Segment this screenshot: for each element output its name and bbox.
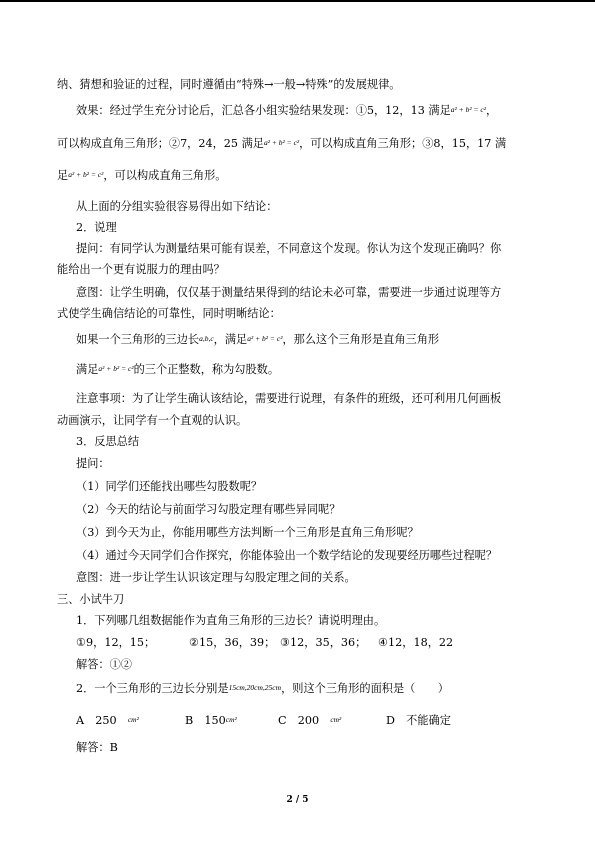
note-line-1: 注意事项：为了让学生确认该结论，需要进行说理，有条件的班级，还可利用几何画板 bbox=[76, 392, 502, 405]
equation: a² + b² = c² bbox=[247, 334, 283, 343]
q1-options bbox=[76, 636, 453, 650]
effect-line-1: 效果：经过学生充分讨论后，汇总各小组实验结果发现：①5，12，13 满足a² + b² = c²， bbox=[76, 104, 498, 117]
theorem-line-1: 如果一个三角形的三边长a,b,c，满足a² + b² = c²，那么这个三角形是直角三角形 bbox=[76, 333, 440, 346]
q1-option: ②15，36，39； bbox=[189, 636, 276, 649]
note-line-2: 动画演示，让同学有一个直观的认识。 bbox=[57, 414, 248, 427]
q2-option-d: D 不能确定 bbox=[386, 714, 451, 727]
page-number: 2 / 5 bbox=[286, 795, 309, 805]
question-line-2: 能给出一个更有说服力的理由吗？ bbox=[57, 263, 225, 276]
heading-reasoning: 2．说理 bbox=[76, 221, 117, 234]
effect-line-2: 可以构成直角三角形；②7，24，25 满足a² + b² = c²，可以构成直角三角形；③8，15，17 满 bbox=[57, 137, 507, 150]
q2-answer: 解答：B bbox=[76, 741, 118, 754]
equation: a² + b² = c² bbox=[68, 170, 104, 179]
equation: a² + b² = c² bbox=[450, 105, 486, 114]
question-line-1: 提问：有同学认为测量结果可能有误差，不同意这个发现。你认为这个发现正确吗？你 bbox=[76, 242, 502, 255]
q1-option: ③12，35，36； bbox=[280, 636, 367, 649]
conclusion-lead: 从上面的分组实验很容易得出如下结论： bbox=[76, 200, 278, 213]
reflect-question-2: （2）今天的结论与前面学习勾股定理有哪些异同呢？ bbox=[76, 503, 341, 516]
reflect-question-1: （1）同学们还能找出哪些勾股数呢？ bbox=[76, 480, 263, 493]
q1-option: ①9，12，15； bbox=[76, 636, 156, 649]
q1-answer: 解答：①② bbox=[76, 658, 132, 671]
ask-label: 提问： bbox=[76, 457, 110, 470]
q2-options bbox=[76, 713, 451, 728]
q2-option-c: C 200 cm² bbox=[278, 714, 342, 727]
q1-option: ④12，18，22 bbox=[378, 636, 454, 649]
side-lengths: 15cm,20cm,25cm bbox=[228, 683, 282, 692]
intent-line-2: 式使学生确信结论的可靠性，同时明晰结论： bbox=[57, 307, 281, 320]
effect-line-3: 足a² + b² = c²，可以构成直角三角形。 bbox=[57, 169, 227, 182]
theorem-line-2: 满足a² + b² = c²的三个正整数，称为勾股数。 bbox=[76, 363, 280, 376]
equation: a² + b² = c² bbox=[98, 364, 134, 373]
intent-2: 意图：进一步让学生认识该定理与勾股定理之间的关系。 bbox=[76, 571, 356, 584]
q2-stem: 2．一个三角形的三边长分别是15cm,20cm,25cm，则这个三角形的面积是（ ） bbox=[76, 682, 449, 695]
q2-option-b: B 150cm² bbox=[185, 714, 237, 727]
reflect-question-3: （3）到今天为止，你能用哪些方法判断一个三角形是直角三角形呢？ bbox=[76, 526, 419, 539]
q2-option-a: A 250 cm² bbox=[76, 714, 139, 727]
section-heading-practice: 三、小试牛刀 bbox=[57, 593, 125, 606]
equation: a² + b² = c² bbox=[263, 138, 300, 147]
variables: a,b,c bbox=[199, 334, 214, 343]
intro-paragraph: 纳、猜想和验证的过程，同时遵循由“特殊→一般→特殊”的发展规律。 bbox=[57, 78, 401, 91]
q1-stem: 1．下列哪几组数据能作为直角三角形的三边长？请说明理由。 bbox=[76, 614, 386, 627]
header-rule bbox=[0, 0, 595, 2]
intent-line-1: 意图：让学生明确，仅仅基于测量结果得到的结论未必可靠，需要进一步通过说理等方 bbox=[76, 286, 502, 299]
reflect-question-4: （4）通过今天同学们合作探究，你能体验出一个数学结论的发现要经历哪些过程呢？ bbox=[76, 549, 498, 562]
heading-reflection: 3．反思总结 bbox=[76, 435, 140, 448]
